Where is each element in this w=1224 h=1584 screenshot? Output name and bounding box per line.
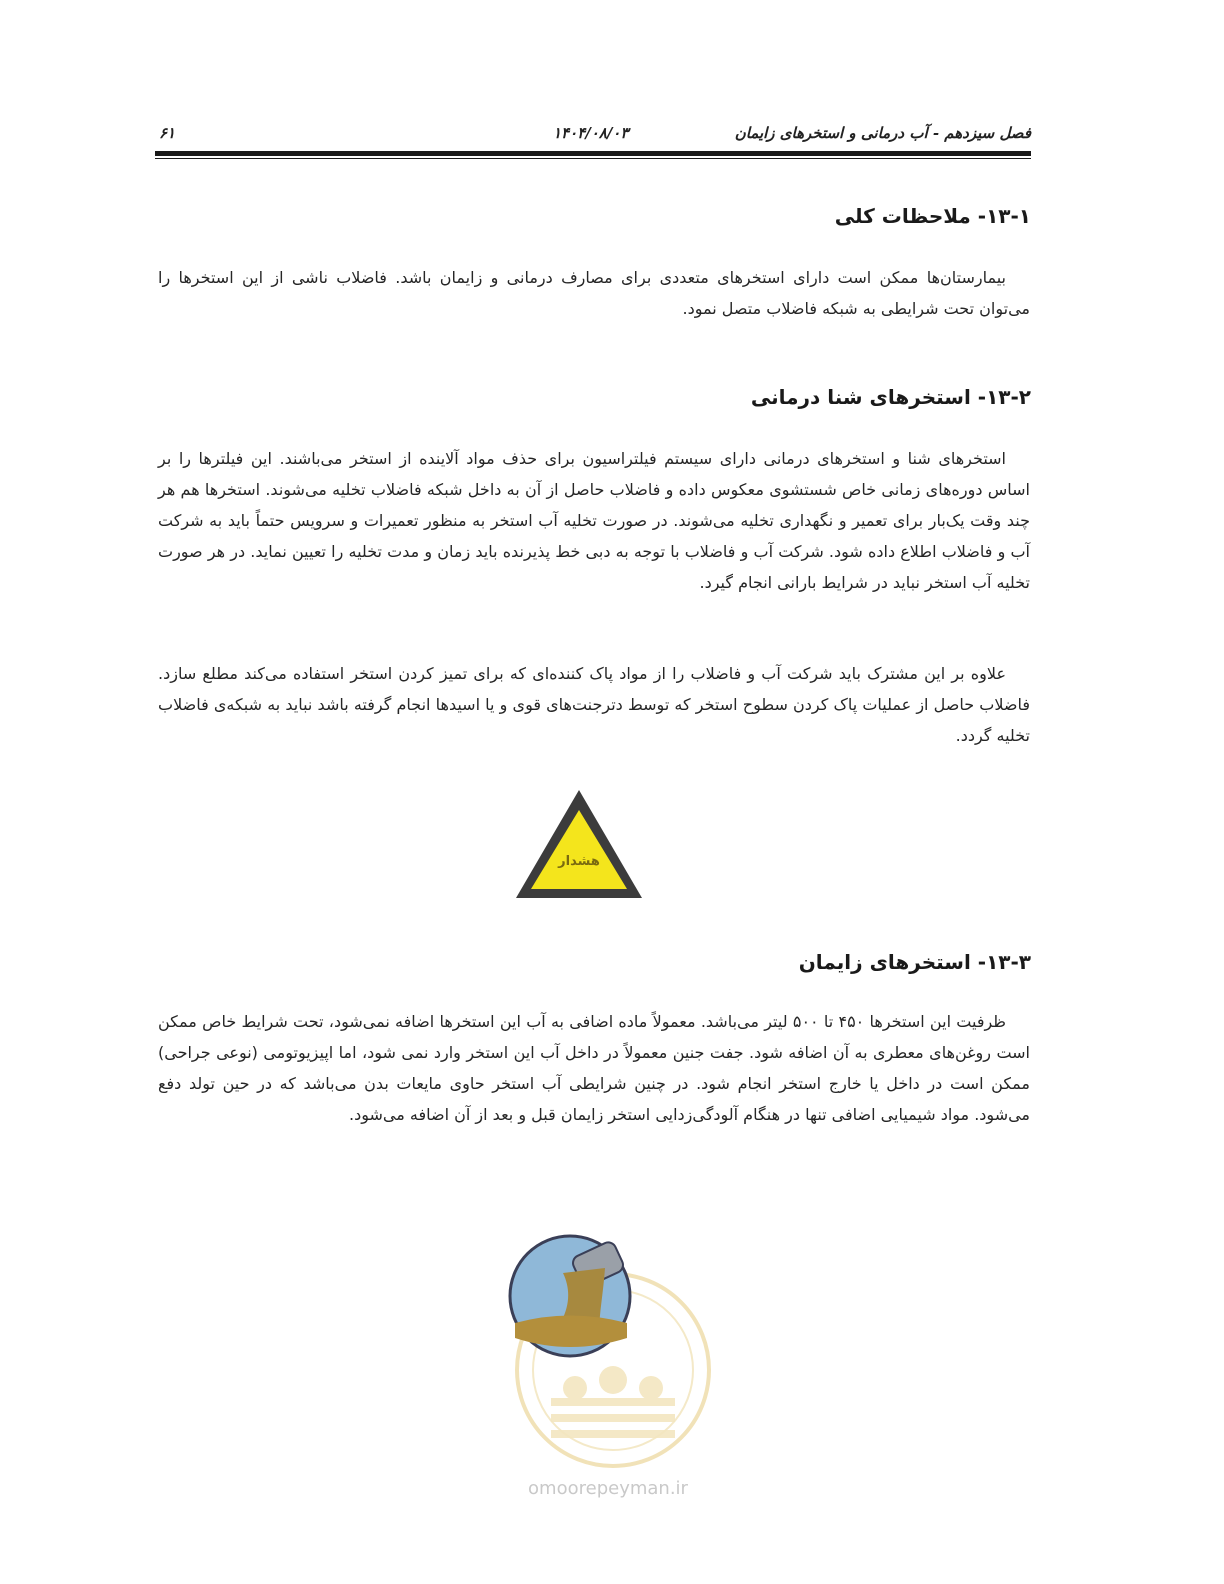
section-heading-general-notes: ۱۳-۱- ملاحظات کلی [834, 204, 1031, 228]
section-heading-birthing-pools: ۱۳-۳- استخرهای زایمان [798, 950, 1031, 974]
section-paragraph: ظرفیت این استخرها ۴۵۰ تا ۵۰۰ لیتر می‌باشد. معمولاً ماده اضافی به آب این استخرها اضافه نمی‌شود، تحت شرایط خاص ممکن است روغن‌های معطری به آن اضافه شود. جفت جنین معمولاً در داخل آب این استخر وارد نمی شود، اما اپیزیوتومی (نوعی جراحی) ممکن است در داخل یا خارج استخر انجام شود. در چنین شرایطی آب استخر حاوی مایعات بدن می‌باشد که در حین تولد دفع می‌شود. مواد شیمیایی اضافی تنها در هنگام آلودگی‌زدایی استخر زایمان قبل و بعد از آن اضافه می‌شود. [158, 1012, 1030, 1124]
section-paragraph: علاوه بر این مشترک باید شرکت آب و فاضلاب را از مواد پاک کننده‌ای که برای تمیز کردن استخر استفاده می‌کند مطلع سازد. فاضلاب حاصل از عملیات پاک کردن سطوح استخر که توسط دترجنت‌های قوی و یا اسیدها انجام گرفته باشد نباید به شبکه‌ی فاضلاب تخلیه گردد. [158, 664, 1030, 745]
header-date: ۱۴۰۴/۰۸/۰۳ [553, 124, 629, 142]
section-paragraph: بیمارستان‌ها ممکن است دارای استخرهای متعددی برای مصارف درمانی و زایمان باشد. فاضلاب ناشی از این استخرها را می‌توان تحت شرایطی به شبکه فاضلاب متصل نمود. [158, 268, 1030, 318]
water-pipe-logo-icon [505, 1228, 715, 1478]
logo-watermark [505, 1228, 715, 1478]
page-header [155, 120, 1031, 148]
section-heading-therapy-pools: ۱۳-۲- استخرهای شنا درمانی [750, 385, 1031, 409]
warning-label: هشدار [558, 854, 600, 869]
page-number: ۶۱ [159, 124, 176, 142]
section-paragraph: استخرهای شنا و استخرهای درمانی دارای سیستم فیلتراسیون برای حذف مواد آلاینده از استخر می‌باشند. این فیلترها را بر اساس دوره‌های زمانی خاص شستشوی معکوس داده و فاضلاب حاصل از آن به داخل شبکه فاضلاب تخلیه می‌شوند. استخرها هم هر چند وقت یک‌بار برای تعمیر و نگهداری تخلیه می‌شوند. در صورت تخلیه آب استخر به منظور تعمیرات و سرویس حتماً باید به شرکت آب و فاضلاب اطلاع داده شود. شرکت آب و فاضلاب با توجه به دبی خط پذیرنده باید زمان و مدت تخلیه را تعیین نماید. در هر صورت تخلیه آب استخر نباید در شرایط بارانی انجام گیرد. [158, 449, 1030, 592]
header-rule-thin [155, 158, 1031, 159]
chapter-title: فصل سیزدهم - آب درمانی و استخرهای زایمان [734, 124, 1031, 142]
header-rule-thick [155, 151, 1031, 156]
warning-triangle-icon [514, 788, 644, 902]
warning-sign [514, 788, 644, 902]
watermark-text: omoorepeyman.ir [528, 1478, 688, 1499]
